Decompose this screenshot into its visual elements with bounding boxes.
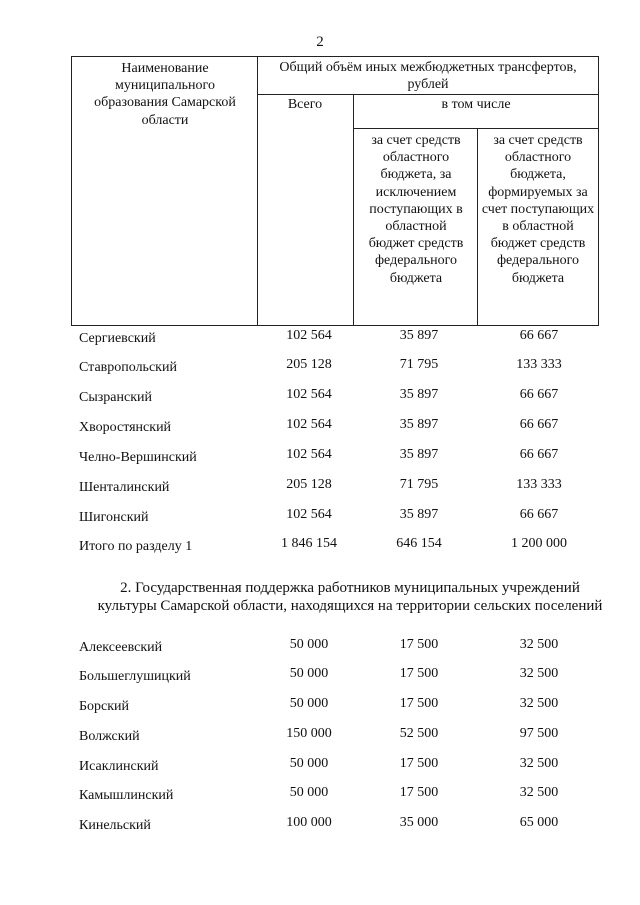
header-bottom-border (71, 325, 599, 326)
row-name: Хворостянский (79, 420, 172, 435)
header-group-border (257, 94, 599, 95)
row-federal: 66 667 (519, 507, 559, 522)
row-regional: 35 897 (399, 328, 439, 343)
table-row (0, 785, 640, 807)
row-federal: 66 667 (519, 417, 559, 432)
table-row (0, 507, 640, 529)
section-2-title: 2. Государственная поддержка работников муниципальных учреждений культуры Самарской области, находящихся на территории сельских поселений (97, 580, 603, 614)
row-federal: 32 500 (519, 785, 559, 800)
row-name: Камышлинский (79, 788, 174, 803)
total-row (0, 536, 640, 558)
row-federal: 32 500 (519, 666, 559, 681)
header-total-group: Общий объём иных межбюджетных трансфертов, рублей (279, 60, 577, 93)
row-total: 205 128 (286, 357, 332, 372)
table-row (0, 756, 640, 778)
row-name: Шенталинский (79, 480, 170, 495)
row-total: 102 564 (286, 417, 332, 432)
row-total: 102 564 (286, 447, 332, 462)
row-name: Алексеевский (79, 640, 163, 655)
table-row (0, 666, 640, 688)
table-row (0, 726, 640, 748)
row-federal: 97 500 (519, 726, 559, 741)
header-total-col: Всего (287, 97, 323, 112)
row-regional: 71 795 (399, 357, 439, 372)
row-name: Шигонский (79, 510, 149, 525)
row-federal: 66 667 (519, 387, 559, 402)
header-sub-federal: за счет средств областного бюджета, формируемых за счет поступающих в областной бюджет средств федерального бюджета (481, 133, 595, 286)
row-total: 1 846 154 (281, 536, 337, 551)
row-regional: 35 897 (399, 387, 439, 402)
row-federal: 32 500 (519, 756, 559, 771)
row-regional: 646 154 (396, 536, 442, 551)
table-row (0, 815, 640, 837)
row-total: 102 564 (286, 507, 332, 522)
row-name: Волжский (79, 729, 140, 744)
row-regional: 35 897 (399, 417, 439, 432)
row-federal: 66 667 (519, 447, 559, 462)
table-row (0, 447, 640, 469)
header-top-border (71, 56, 599, 57)
row-regional: 52 500 (399, 726, 439, 741)
row-federal: 133 333 (516, 357, 562, 372)
table-row (0, 477, 640, 499)
row-total: 100 000 (286, 815, 332, 830)
row-total: 150 000 (286, 726, 332, 741)
row-name: Кинельский (79, 818, 151, 833)
row-regional: 35 000 (399, 815, 439, 830)
header-name-col: Наименование муниципального образования Самарской области (94, 61, 236, 128)
table-row (0, 387, 640, 409)
table-row (0, 328, 640, 350)
row-name: Сызранский (79, 390, 152, 405)
table-row (0, 417, 640, 439)
row-regional: 17 500 (399, 696, 439, 711)
header-divider-sub (477, 128, 478, 326)
page-number: 2 (316, 34, 324, 50)
header-divider-name (257, 56, 258, 326)
row-total: 50 000 (289, 696, 329, 711)
row-regional: 17 500 (399, 756, 439, 771)
row-name: Исаклинский (79, 759, 159, 774)
row-federal: 66 667 (519, 328, 559, 343)
header-left-border (71, 56, 72, 326)
row-name: Сергиевский (79, 331, 156, 346)
row-total: 102 564 (286, 387, 332, 402)
row-name: Ставропольский (79, 360, 177, 375)
row-federal: 133 333 (516, 477, 562, 492)
row-regional: 17 500 (399, 785, 439, 800)
row-federal: 32 500 (519, 637, 559, 652)
table-row (0, 637, 640, 659)
row-regional: 17 500 (399, 637, 439, 652)
table-row (0, 696, 640, 718)
row-total: 102 564 (286, 328, 332, 343)
row-regional: 71 795 (399, 477, 439, 492)
row-federal: 32 500 (519, 696, 559, 711)
table-header (71, 56, 599, 326)
row-federal: 65 000 (519, 815, 559, 830)
row-regional: 17 500 (399, 666, 439, 681)
row-total: 50 000 (289, 666, 329, 681)
row-regional: 35 897 (399, 447, 439, 462)
header-sub-regional: за счет средств областного бюджета, за исключением поступающих в областной бюджет средств федерального бюджета (368, 133, 464, 286)
row-total: 50 000 (289, 637, 329, 652)
header-divider-total (353, 94, 354, 326)
header-right-border (598, 56, 599, 326)
row-total: 50 000 (289, 785, 329, 800)
header-subgroup-border (353, 128, 599, 129)
row-regional: 35 897 (399, 507, 439, 522)
header-including: в том числе (441, 97, 511, 112)
row-name: Борский (79, 699, 130, 714)
row-name: Челно-Вершинский (79, 450, 197, 465)
row-name: Большеглушицкий (79, 669, 191, 684)
row-federal: 1 200 000 (511, 536, 567, 551)
row-total: 50 000 (289, 756, 329, 771)
row-total: 205 128 (286, 477, 332, 492)
row-name: Итого по разделу 1 (79, 539, 193, 554)
table-row (0, 357, 640, 379)
